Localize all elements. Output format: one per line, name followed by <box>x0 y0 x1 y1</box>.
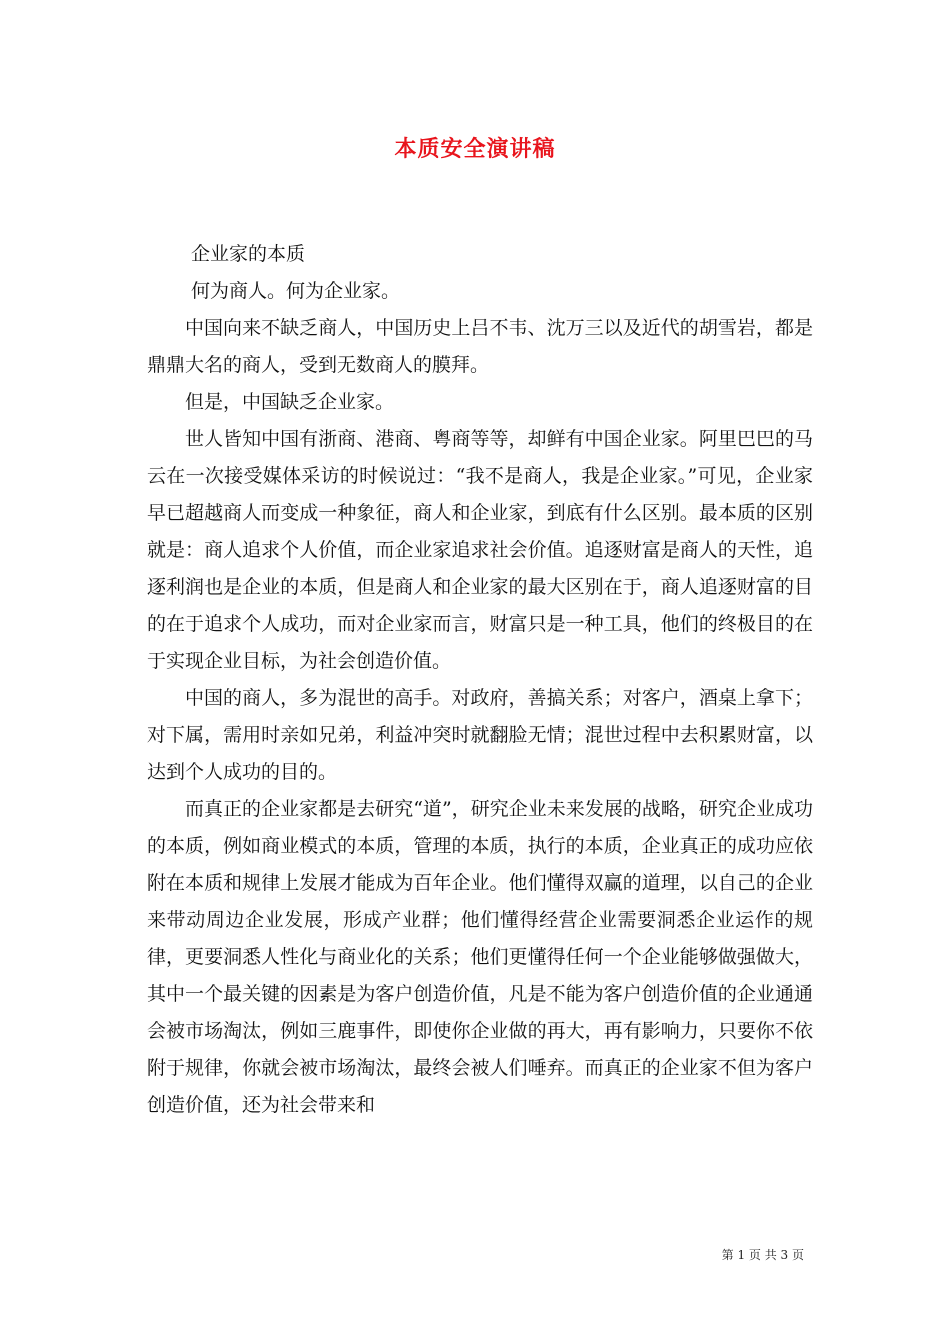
page-number-footer <box>722 1246 804 1263</box>
document-body <box>147 236 813 1124</box>
document-title: 本质安全演讲稿 <box>394 137 556 162</box>
paragraph: 但是，中国缺乏企业家。 <box>185 391 395 413</box>
paragraph: 中国的商人，多为混世的高手。对政府，善搞关系；对客户，酒桌上拿下；对下属，需用时亲如兄弟，利益冲突时就翻脸无情；混世过程中去积累财富，以达到个人成功的目的。 <box>147 687 813 783</box>
paragraph: 何为商人。何为企业家。 <box>191 280 401 302</box>
page-number-label: 第 1 页 共 3 页 <box>721 1248 804 1262</box>
paragraph: 中国向来不缺乏商人，中国历史上吕不韦、沈万三以及近代的胡雪岩，都是鼎鼎大名的商人，受到无数商人的膜拜。 <box>147 317 813 376</box>
paragraph: 而真正的企业家都是去研究“道”，研究企业未来发展的战略，研究企业成功的本质，例如商业模式的本质，管理的本质，执行的本质，企业真正的成功应依附在本质和规律上发展才能成为百年企业。他们懂得双赢的道理，以自己的企业来带动周边企业发展，形成产业群；他们懂得经营企业需要洞悉企业运作的规律，更要洞悉人性化与商业化的关系；他们更懂得任何一个企业能够做强做大，其中一个最关键的因素是为客户创造价值，凡是不能为客户创造价值的企业通通会被市场淘汰，例如三鹿事件，即使你企业做的再大，再有影响力，只要你不依附于规律，你就会被市场淘汰，最终会被人们唾弃。而真正的企业家不但为客户创造价值，还为社会带来和 <box>147 798 813 1116</box>
paragraph-heading: 企业家的本质 <box>191 243 306 265</box>
paragraph: 世人皆知中国有浙商、港商、粤商等等，却鲜有中国企业家。阿里巴巴的马云在一次接受媒体采访的时候说过：“我不是商人，我是企业家。”可见，企业家早已超越商人而变成一种象征，商人和企业家，到底有什么区别。最本质的区别就是：商人追求个人价值，而企业家追求社会价值。追逐财富是商人的天性，追逐利润也是企业的本质，但是商人和企业家的最大区别在于，商人追逐财富的目的在于追求个人成功，而对企业家而言，财富只是一种工具，他们的终极目的在于实现企业目标，为社会创造价值。 <box>147 428 813 672</box>
